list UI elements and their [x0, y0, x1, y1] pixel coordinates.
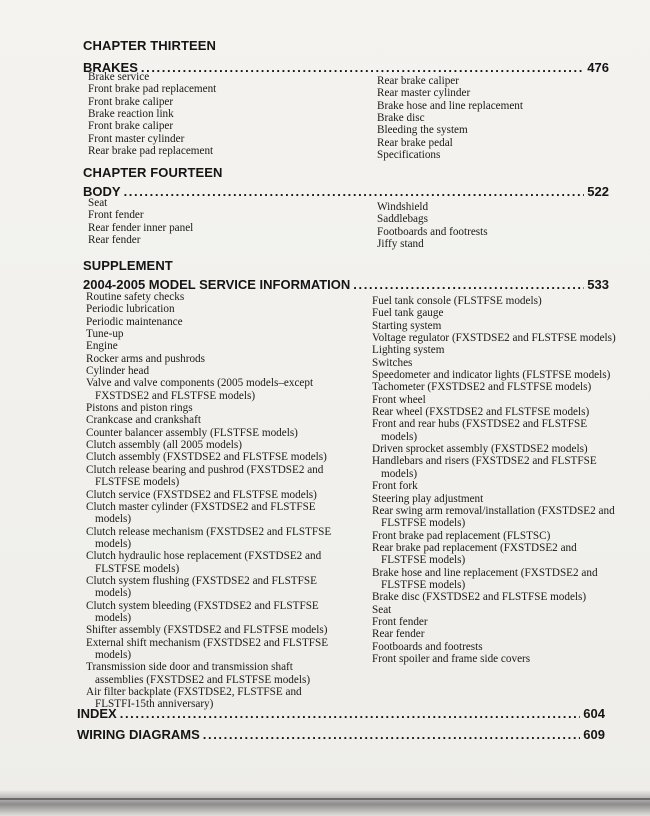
toc-entry[interactable]: Speedometer and indicator lights (FLSTFSE models) [372, 369, 611, 382]
toc-entry[interactable]: Clutch system flushing (FXSTDSE2 and FLSTFSE models) [86, 574, 317, 600]
toc-entry[interactable]: Counter balancer assembly (FLSTFSE models) [86, 426, 298, 439]
wiring-diagrams-title: WIRING DIAGRAMS [77, 727, 200, 742]
toc-entry[interactable]: Starting system [372, 319, 442, 332]
brakes-left-column [88, 71, 358, 157]
dot-leader [353, 277, 584, 292]
toc-entry[interactable]: Rocker arms and pushrods [86, 352, 205, 365]
supplement-heading: SUPPLEMENT [83, 258, 173, 273]
supplement-title: 2004-2005 MODEL SERVICE INFORMATION [83, 277, 351, 292]
toc-entry[interactable]: Clutch release bearing and pushrod (FXSTDSE2 and FLSTFSE models) [86, 463, 324, 489]
body-title: BODY [83, 184, 121, 199]
toc-entry[interactable]: Fuel tank gauge [372, 307, 444, 320]
toc-entry[interactable]: Lighting system [372, 344, 445, 357]
body-left-column [88, 197, 358, 246]
body-page-number: 522 [587, 184, 609, 199]
toc-entry[interactable]: Seat [88, 197, 108, 209]
toc-entry[interactable]: Clutch system bleeding (FXSTDSE2 and FLSTFSE models) [86, 599, 319, 624]
wiring-diagrams-page-number: 609 [583, 727, 605, 742]
toc-entry[interactable]: Rear wheel (FXSTDSE2 and FLSTFSE models) [372, 406, 590, 419]
toc-entry[interactable]: Brake hose and line replacement (FXSTDSE2 and FLSTFSE models) [372, 566, 598, 591]
toc-entry[interactable]: Crankcase and crankshaft [86, 414, 201, 427]
toc-entry[interactable]: Brake hose and line replacement [377, 99, 523, 112]
brakes-right-column [377, 75, 617, 161]
body-right-column [377, 201, 617, 250]
toc-entry[interactable]: Clutch hydraulic hose replacement (FXSTDSE2 and FLSTFSE models) [86, 550, 322, 575]
index-page-number: 604 [583, 706, 605, 721]
toc-entry[interactable]: Front fender [372, 615, 428, 628]
toc-entry[interactable]: Periodic lubrication [86, 303, 175, 316]
toc-entry[interactable]: Rear brake pad replacement [88, 145, 214, 158]
toc-entry[interactable]: Front fender [88, 209, 144, 222]
toc-entry[interactable]: Clutch service (FXSTDSE2 and FLSTFSE models) [86, 488, 317, 501]
toc-entry[interactable]: Air filter backplate (FXSTDSE2, FLSTFSE and FLSTFI-15th anniversary) [86, 686, 302, 711]
page-bottom-edge [0, 798, 650, 800]
toc-entry[interactable]: Clutch assembly (FXSTDSE2 and FLSTFSE models) [86, 451, 327, 464]
toc-entry[interactable]: Brake service [88, 71, 150, 83]
chapter-thirteen-heading: CHAPTER THIRTEEN [83, 38, 217, 53]
toc-entry[interactable]: Steering play adjustment [372, 492, 484, 505]
toc-entry[interactable]: Front brake pad replacement [88, 83, 217, 96]
toc-entry[interactable]: Driven sprocket assembly (FXSTDSE2 models) [372, 443, 588, 456]
toc-entry[interactable]: Clutch assembly (all 2005 models) [86, 439, 242, 452]
toc-entry[interactable]: Rear fender inner panel [88, 221, 194, 234]
toc-entry[interactable]: Clutch master cylinder (FXSTDSE2 and FLSTFSE models) [86, 500, 316, 526]
toc-entry[interactable]: Rear swing arm removal/installation (FXSTDSE2 and FLSTFSE models) [372, 504, 615, 530]
toc-entry[interactable]: Front fork [372, 480, 418, 493]
toc-entry[interactable]: External shift mechanism (FXSTDSE2 and FLSTFSE models) [86, 636, 329, 661]
chapter-fourteen-heading: CHAPTER FOURTEEN [83, 165, 223, 180]
toc-entry[interactable]: Switches [372, 356, 413, 369]
toc-entry[interactable]: Periodic maintenance [86, 315, 183, 328]
toc-entry[interactable]: Shifter assembly (FXSTDSE2 and FLSTFSE models) [86, 624, 328, 637]
toc-entry[interactable]: Engine [86, 340, 118, 353]
toc-entry[interactable]: Front wheel [372, 393, 426, 406]
toc-entry[interactable]: Tachometer (FXSTDSE2 and FLSTFSE models) [372, 381, 592, 394]
toc-entry[interactable]: Fuel tank console (FLSTFSE models) [372, 295, 542, 307]
toc-entry[interactable]: Bleeding the system [377, 124, 468, 137]
toc-entry[interactable]: Jiffy stand [377, 238, 424, 251]
wiring-diagrams-toc-line[interactable] [77, 727, 605, 742]
toc-entry[interactable]: Front and rear hubs (FXSTDSE2 and FLSTFSE models) [372, 418, 588, 443]
toc-entry[interactable]: Front master cylinder [88, 132, 185, 145]
toc-entry[interactable]: Footboards and footrests [372, 640, 483, 653]
supplement-right-column [372, 295, 617, 665]
dot-leader [120, 706, 581, 721]
toc-entry[interactable]: Seat [372, 603, 392, 616]
toc-entry[interactable]: Brake disc (FXSTDSE2 and FLSTFSE models) [372, 591, 587, 604]
brakes-page-number: 476 [587, 60, 609, 75]
supplement-left-column [86, 291, 344, 711]
toc-entry[interactable]: Footboards and footrests [377, 225, 488, 238]
toc-entry[interactable]: Rear fender [372, 628, 425, 641]
toc-entry[interactable]: Saddlebags [377, 213, 428, 226]
toc-entry[interactable]: Handlebars and risers (FXSTDSE2 and FLSTFSE models) [372, 455, 597, 480]
toc-entry[interactable]: Routine safety checks [86, 291, 185, 303]
brakes-title: BRAKES [83, 60, 138, 75]
toc-entry[interactable]: Pistons and piston rings [86, 402, 193, 415]
toc-entry[interactable]: Valve and valve components (2005 models–except FXSTDSE2 and FLSTFSE models) [86, 377, 314, 402]
toc-entry[interactable]: Windshield [377, 201, 429, 213]
toc-entry[interactable]: Specifications [377, 149, 441, 162]
toc-entry[interactable]: Front brake caliper [88, 95, 174, 108]
toc-entry[interactable]: Tune-up [86, 328, 124, 341]
supplement-toc-line[interactable] [83, 277, 609, 292]
toc-entry[interactable]: Brake reaction link [88, 108, 174, 121]
scan-bottom-shadow [0, 790, 650, 816]
toc-entry[interactable]: Brake disc [377, 112, 425, 125]
toc-entry[interactable]: Cylinder head [86, 365, 150, 378]
toc-entry[interactable]: Front brake caliper [88, 120, 174, 133]
index-toc-line[interactable] [77, 706, 605, 721]
toc-entry[interactable]: Rear brake pedal [377, 136, 453, 149]
toc-entry[interactable]: Rear fender [88, 234, 141, 247]
toc-entry[interactable]: Front spoiler and frame side covers [372, 652, 531, 665]
toc-entry[interactable]: Transmission side door and transmission shaft assemblies (FXSTDSE2 and FLSTFSE models) [86, 661, 311, 686]
toc-entry[interactable]: Clutch release mechanism (FXSTDSE2 and FLSTFSE models) [86, 525, 332, 550]
index-title: INDEX [77, 706, 117, 721]
toc-entry[interactable]: Rear brake pad replacement (FXSTDSE2 and FLSTFSE models) [372, 541, 577, 567]
toc-entry[interactable]: Front brake pad replacement (FLSTSC) [372, 529, 551, 542]
dot-leader [203, 727, 581, 742]
supplement-page-number: 533 [587, 277, 609, 292]
toc-entry[interactable]: Voltage regulator (FXSTDSE2 and FLSTFSE models) [372, 332, 616, 345]
toc-entry[interactable]: Rear master cylinder [377, 87, 471, 100]
toc-entry[interactable]: Rear brake caliper [377, 75, 459, 87]
